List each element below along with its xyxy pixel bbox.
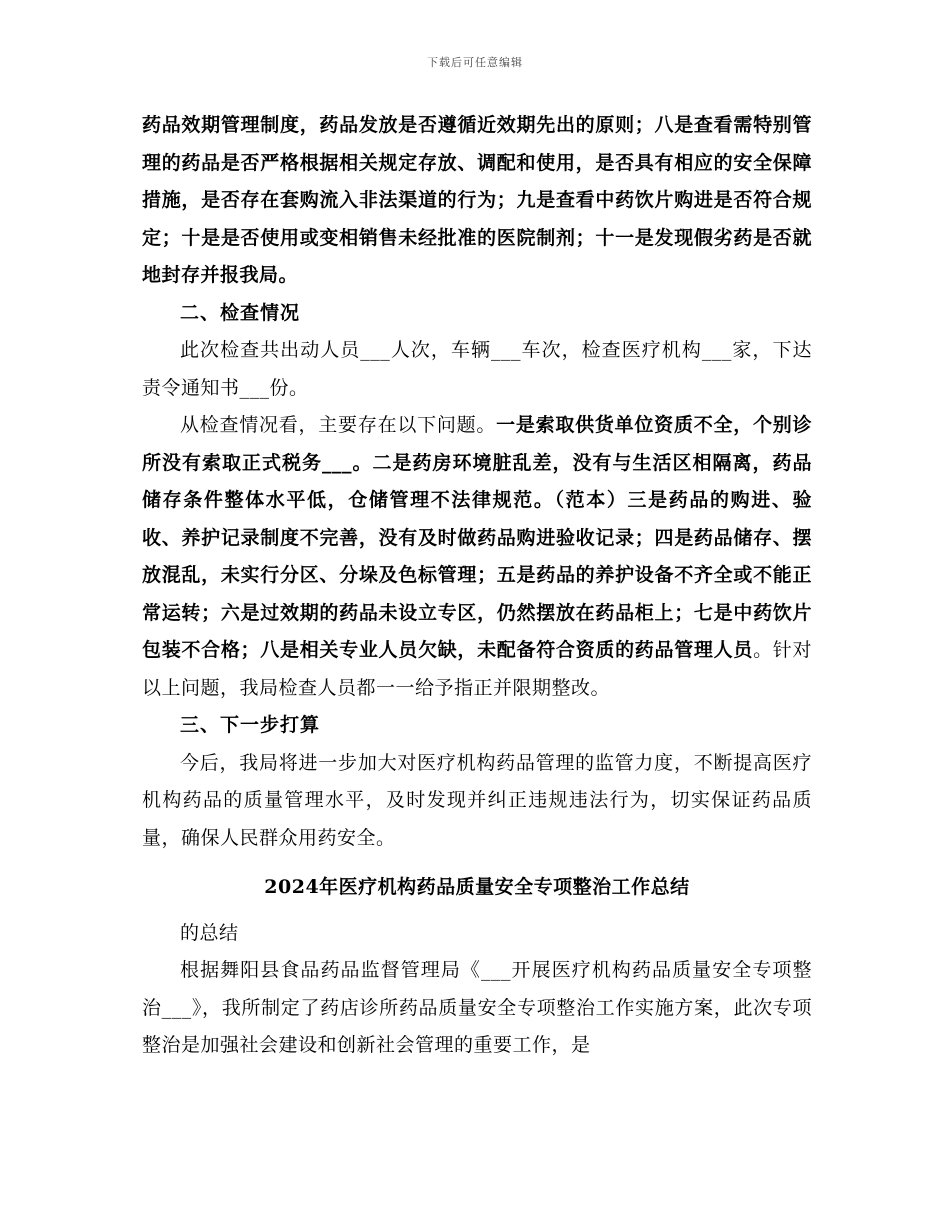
paragraph-problems [142,407,812,707]
paragraph-inspection-stats: 此次检查共出动人员___人次，车辆___车次，检查医疗机构___家，下达责令通知书___份。 [142,339,812,399]
problems-lead-text: 从检查情况看，主要存在以下问题。 [180,414,497,436]
problems-list-text: 一是索取供货单位资质不全，个别诊所没有索取正式税务___。二是药房环境脏乱差，没有与生活区相隔离，药品储存条件整体水平低，仓储管理不法律规范。（范本）三是药品的购进、验收、养护记录制度不完善，没有及时做药品购进验收记录；四是药品储存、摆放混乱，未实行分区、分垛及色标管理；五是药品的养护设备不齐全或不能正常运转；六是过效期的药品未设立专区，仍然摆放在药品柜上；七是中药饮片包装不合格；八是相关专业人员欠缺，未配备符合资质的药品管理人员 [142,414,812,661]
header-note: 下载后可任意编辑 [427,56,523,69]
paragraph-inspection-items: 药品效期管理制度，药品发放是否遵循近效期先出的原则；八是查看需特别管理的药品是否严格根据相关规定存放、调配和使用，是否具有相应的安全保障措施，是否存在套购流入非法渠道的行为；九是查看中药饮片购进是否符合规定；十是是否使用或变相销售未经批准的医院制剂；十一是发现假劣药是否就地封存并报我局。 [142,114,812,286]
paragraph-summary-intro: 根据舞阳县食品药品监督管理局《___开展医疗机构药品质量安全专项整治___》，我所制定了药店诊所药品质量安全专项整治工作实施方案，此次专项整治是加强社会建设和创新社会管理的重要工作，是 [142,959,812,1056]
section-heading-inspection-status: 二、检查情况 [180,301,301,324]
section-heading-next-steps: 三、下一步打算 [180,714,321,736]
paragraph-next-steps: 今后，我局将进一步加大对医疗机构药品管理的监管力度，不断提高医疗机构药品的质量管理水平，及时发现并纠正违规违法行为，切实保证药品质量，确保人民群众用药安全。 [142,751,812,849]
document-body [142,107,812,1065]
document-title: 2024年医疗机构药品质量安全专项整治工作总结 [264,876,690,898]
problems-tail-text: 。针对以上问题，我局检查人员都一一给予指正并限期整改。 [142,639,812,699]
paragraph-summary-label: 的总结 [180,921,239,944]
